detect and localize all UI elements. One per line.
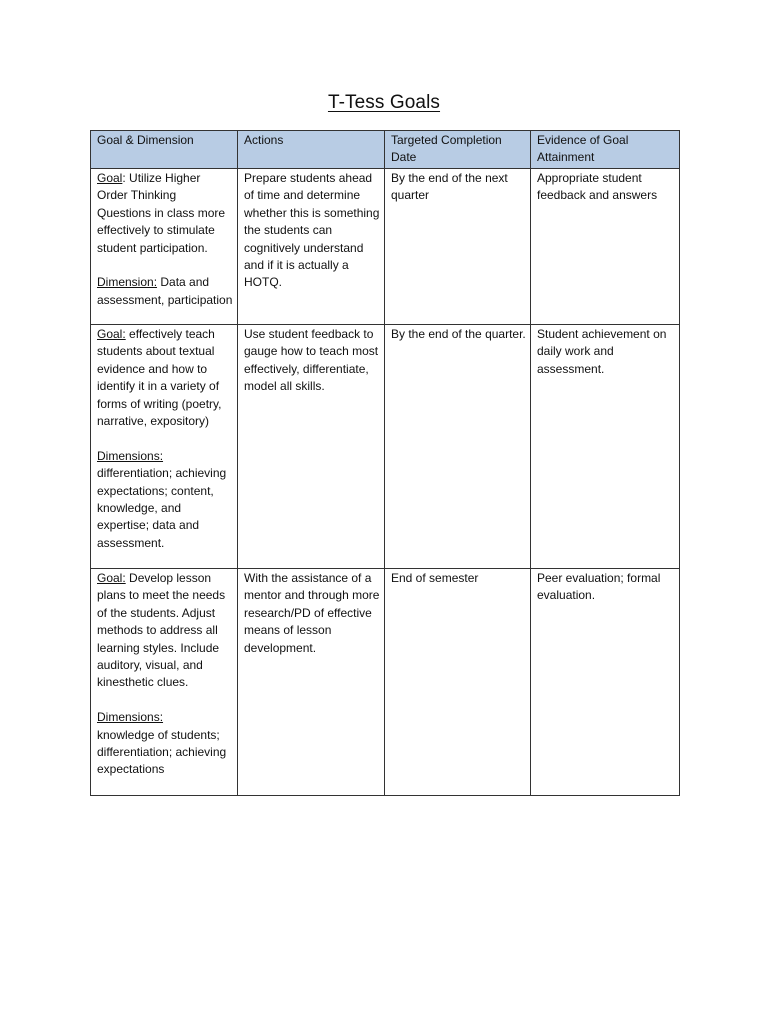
dimension-label: Dimensions: [97, 448, 164, 463]
dimension-text: differentiation; achieving expectations; content, knowledge, and expertise; data and assessment. [97, 466, 227, 550]
dimension-text: Data and assessment, participation [97, 275, 233, 307]
evidence-cell: Peer evaluation; formal evaluation. [531, 569, 680, 796]
goal-text: Develop lesson plans to meet the needs of the students. Adjust methods to address all learning styles. Include auditory, visual, and kinesthetic clues. [97, 571, 226, 690]
dimension-text: knowledge of students; differentiation; achieving expectations [97, 727, 227, 777]
goal-dimension-cell [91, 569, 238, 796]
header-actions: Actions [238, 131, 385, 169]
table-row [91, 325, 680, 569]
evidence-cell: Student achievement on daily work and assessment. [531, 325, 680, 569]
page-title: T-Tess Goals [327, 92, 441, 113]
goal-label: Goal [97, 171, 123, 185]
goal-text: Utilize Higher Order Thinking Questions in class more effectively to stimulate student participation. [97, 171, 226, 255]
dimension-label: Dimensions: [97, 710, 164, 725]
completion-date-cell: By the end of the quarter. [385, 325, 531, 569]
goal-dimension-cell [91, 169, 238, 325]
table-row [91, 169, 680, 325]
goal-label: Goal: [97, 327, 126, 341]
goal-label: Goal: [97, 571, 126, 585]
goal-dimension-cell [91, 325, 238, 569]
actions-cell: Prepare students ahead of time and determine whether this is something the students can cognitively understand and if it is actually a HOTQ. [238, 169, 385, 325]
goal-separator: : [122, 171, 130, 185]
evidence-cell: Appropriate student feedback and answers [531, 169, 680, 325]
goals-table [90, 130, 680, 796]
table-header-row [91, 131, 680, 169]
actions-cell: With the assistance of a mentor and through more research/PD of effective means of lesson development. [238, 569, 385, 796]
table-row [91, 569, 680, 796]
actions-cell: Use student feedback to gauge how to teach most effectively, differentiate, model all skills. [238, 325, 385, 569]
dimension-label: Dimension: [97, 275, 158, 290]
header-targeted-completion-date: Targeted Completion Date [385, 131, 531, 169]
header-goal-dimension: Goal & Dimension [91, 131, 238, 169]
completion-date-cell: By the end of the next quarter [385, 169, 531, 325]
goal-text: effectively teach students about textual evidence and how to identify it in a variety of forms of writing (poetry, narrative, expository) [97, 327, 222, 429]
header-evidence-of-goal-attainment: Evidence of Goal Attainment [531, 131, 680, 169]
completion-date-cell: End of semester [385, 569, 531, 796]
